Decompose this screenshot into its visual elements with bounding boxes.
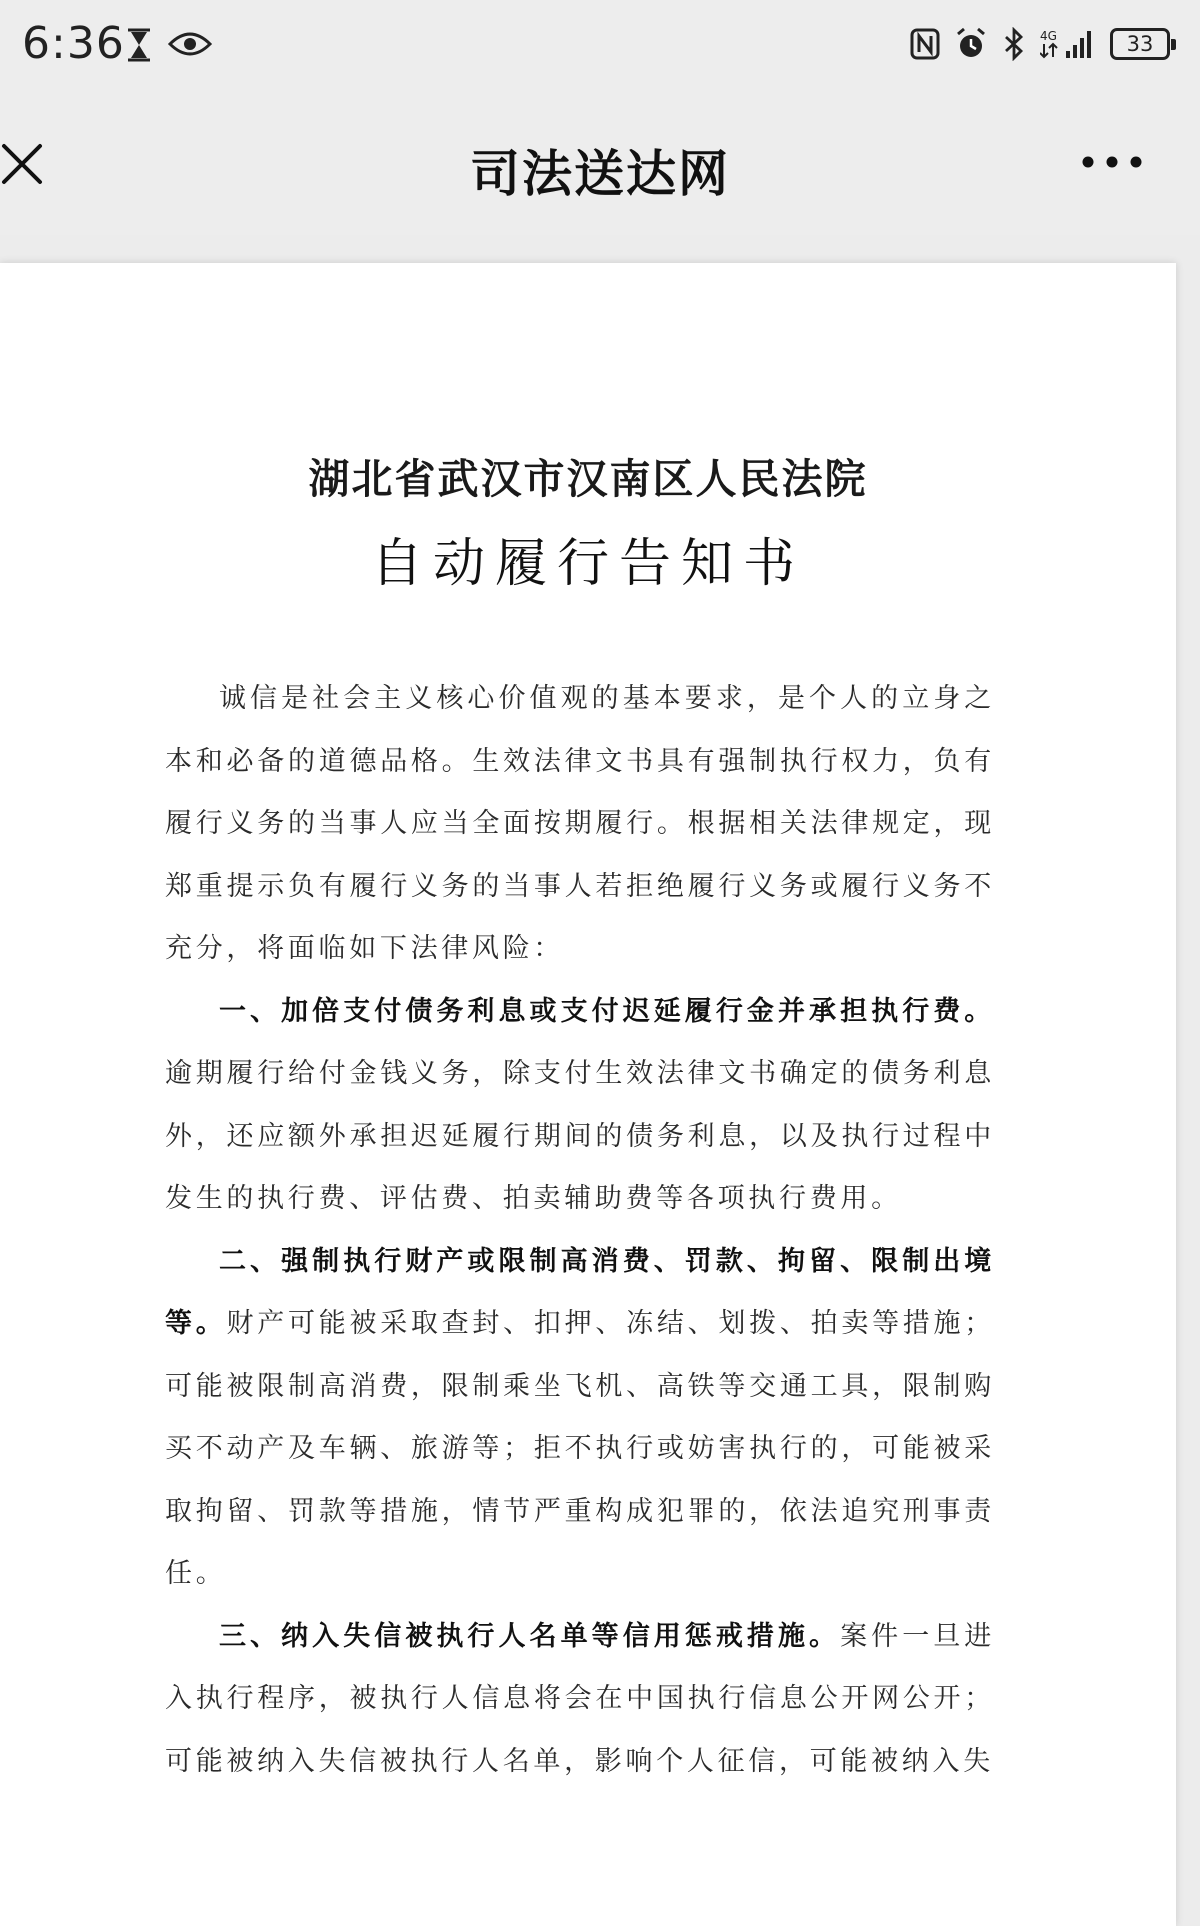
section-heading: 二、强制执行财产或限制高消费、罚款、拘留、限制出境等。 <box>165 1245 995 1339</box>
title-bar <box>0 92 1200 235</box>
nfc-icon <box>910 28 940 60</box>
section-text: 案件一旦进入执行程序，被执行人信息将会在中国执行信息公开网公开；可能被纳入失信被执行人名单，影响个人征信，可能被纳入失 <box>165 1620 996 1777</box>
signal-4g-icon <box>1040 27 1096 61</box>
battery-level: 33 <box>1126 32 1154 56</box>
section-heading: 三、纳入失信被执行人名单等信用惩戒措施。 <box>219 1620 841 1652</box>
section-text: 财产可能被采取查封、扣押、冻结、划拨、拍卖等措施；可能被限制高消费，限制乘坐飞机、高铁等交通工具，限制购买不动产及车辆、旅游等；拒不执行或妨害执行的，可能被采取拘留、罚款等措施，情节严重构成犯罪的，依法追究刑事责任。 <box>165 1308 995 1589</box>
battery-icon <box>1110 28 1170 60</box>
document-page <box>0 263 1176 1926</box>
section-paragraph <box>165 1231 995 1606</box>
document-body <box>165 668 995 1793</box>
status-time: 6:36 <box>22 18 125 69</box>
more-options-icon[interactable] <box>1080 152 1144 172</box>
network-label: 4G <box>1040 29 1057 43</box>
alarm-icon <box>954 27 988 61</box>
section-heading: 一、加倍支付债务利息或支付迟延履行金并承担执行费。 <box>219 995 995 1027</box>
intro-paragraph: 诚信是社会主义核心价值观的基本要求，是个人的立身之本和必备的道德品格。生效法律文书具有强制执行权力，负有履行义务的当事人应当全面按期履行。根据相关法律规定，现郑重提示负有履行义务的当事人若拒绝履行义务或履行义务不充分，将面临如下法律风险： <box>165 683 995 964</box>
eye-icon <box>168 30 212 58</box>
section-paragraph <box>165 981 995 1231</box>
document-subtitle: 自动履行告知书 <box>370 534 805 594</box>
section-text: 逾期履行给付金钱义务，除支付生效法律文书确定的债务利息外，还应额外承担迟延履行期间的债务利息，以及执行过程中发生的执行费、评估费、拍卖辅助费等各项执行费用。 <box>165 1058 995 1214</box>
bluetooth-icon <box>1002 27 1026 61</box>
status-icons <box>910 22 1170 66</box>
hourglass-icon <box>126 28 152 62</box>
section-paragraph <box>165 1606 995 1794</box>
page-title: 司法送达网 <box>470 145 730 203</box>
document-title: 湖北省武汉市汉南区人民法院 <box>308 455 868 503</box>
status-bar <box>0 0 1200 92</box>
